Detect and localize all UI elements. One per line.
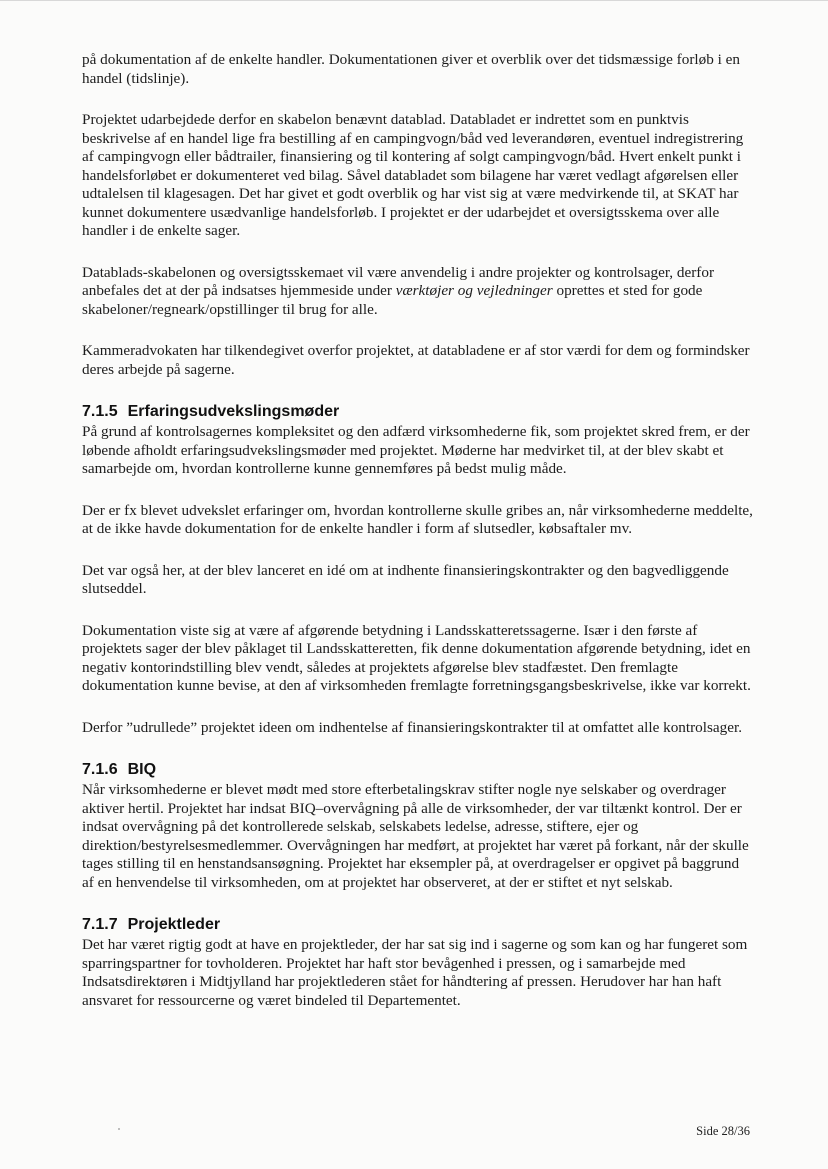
paragraph: Dokumentation viste sig at være af afgørende betydning i Landsskatteretssagerne. Især i den første af projektets sager der blev påklaget til Landsskatteretten, fik denne dokumentation afgørende betydning, idet en negativ kontorindstilling blev vendt, således at projektets afgørelse blev stadfæstet. Den fremlagte dokumentation kunne bevise, at den af virksomheden fremlagte forretningsgangsbeskrivelse, ikke var korrekt. — [82, 621, 751, 694]
paragraph — [82, 264, 754, 320]
section-number: 7.1.5 — [82, 403, 118, 420]
section-heading-7-1-5 — [82, 402, 754, 421]
paragraph: Det var også her, at der blev lanceret en idé om at indhente finansieringskontrakter og den bagvedliggende slutseddel. — [82, 561, 729, 597]
italic-phrase: værktøjer og vejledninger — [395, 282, 553, 299]
paragraph: Når virksomhederne er blevet mødt med store efterbetalingskrav stifter nogle nye selskaber og overdrager aktiver hertil. Projektet har indsat BIQ–overvågning på alle de virksomheder, der var tiltænkt kontrol. Der er indsat overvågning på det kontrollerede selskab, selskabets ledelse, adresse, stiftere, ejer og direktion/bestyrelsesmedlemmer. Overvågningen har medført, at projektet har været på forkant, når der skulle tages stilling til en henstandsansøgning. Projektet har eksempler på, at overdragelser er opgivet på baggrund af en henvendelse til virksomheden, om at projektet har observeret, at der er stiftet et nyt selskab. — [82, 781, 749, 891]
page-content — [82, 51, 754, 1033]
section-title: Erfaringsudvekslingsmøder — [127, 403, 340, 420]
paragraph: Projektet udarbejdede derfor en skabelon benævnt datablad. Databladet er indrettet som en punktvis beskrivelse af en handel lige fra bestilling af en campingvogn/båd ved leverandøren, eventuel indregistrering af campingvogn eller bådtrailer, finansiering og til kontering af solgt campingvogn/båd. Hvert enkelt punkt i handelsforløbet er dokumenteret ved bilag. Såvel databladet som bilagene har været vedlagt afgørelsen eller udtalelsen til klagesagen. Det har givet et godt overblik og har vist sig at være medvirkende til, at SKAT har kunnet dokumentere usædvanlige handelsforløb. I projektet er der udarbejdet et oversigtsskema over alle handler i de enkelte sager. — [82, 111, 744, 239]
paragraph: Derfor ”udrullede” projektet ideen om indhentelse af finansieringskontrakter til at omfattet alle kontrolsager. — [82, 718, 742, 736]
paragraph: på dokumentation af de enkelte handler. Dokumentationen giver et overblik over det tidsmæssige forløb i en handel (tidslinje). — [82, 51, 740, 87]
paragraph-text: oprettes et sted for gode skabeloner/regneark/opstillinger til brug for alle. — [82, 282, 703, 318]
paragraph: På grund af kontrolsagernes kompleksitet og den adfærd virksomhederne fik, som projektet skred frem, er der løbende afholdt erfaringsudvekslingsmøder med projektet. Møderne har medvirket til, at der blev skabt et samarbejde om, hvordan kontrollerne kunne gennemføres på bedst mulig måde. — [82, 423, 750, 477]
section-title: Projektleder — [127, 916, 221, 933]
section-number: 7.1.7 — [82, 916, 118, 933]
section-heading-7-1-6 — [82, 760, 754, 779]
paragraph: Det har været rigtig godt at have en projektleder, der har sat sig ind i sagerne og som kan og har fungeret som sparringspartner for tovholderen. Projektet har haft stor bevågenhed i pressen, og i samarbejde med Indsatsdirektøren i Midtjylland har projektlederen stået for håndtering af pressen. Herudover har han haft ansvaret for ressourcerne og været bindeled til Departementet. — [82, 936, 748, 1009]
section-title: BIQ — [127, 761, 157, 778]
section-number: 7.1.6 — [82, 761, 118, 778]
section-heading-7-1-7 — [82, 915, 754, 934]
paragraph: Kammeradvokaten har tilkendegivet overfor projektet, at databladene er af stor værdi for dem og formindsker deres arbejde på sagerne. — [82, 342, 750, 378]
paragraph: Der er fx blevet udvekslet erfaringer om, hvordan kontrollerne skulle gribes an, når virksomhederne meddelte, at de ikke havde dokumentation for de enkelte handler i form af slutsedler, købsaftaler mv. — [82, 501, 753, 537]
paragraph-text: Datablads-skabelonen og oversigtsskemaet vil være anvendelig i andre projekter og kontrolsager, derfor anbefales det at der på indsatses hjemmeside under — [82, 263, 715, 299]
page-number: Side 28/36 — [696, 1124, 750, 1138]
scan-speck — [118, 1128, 120, 1130]
